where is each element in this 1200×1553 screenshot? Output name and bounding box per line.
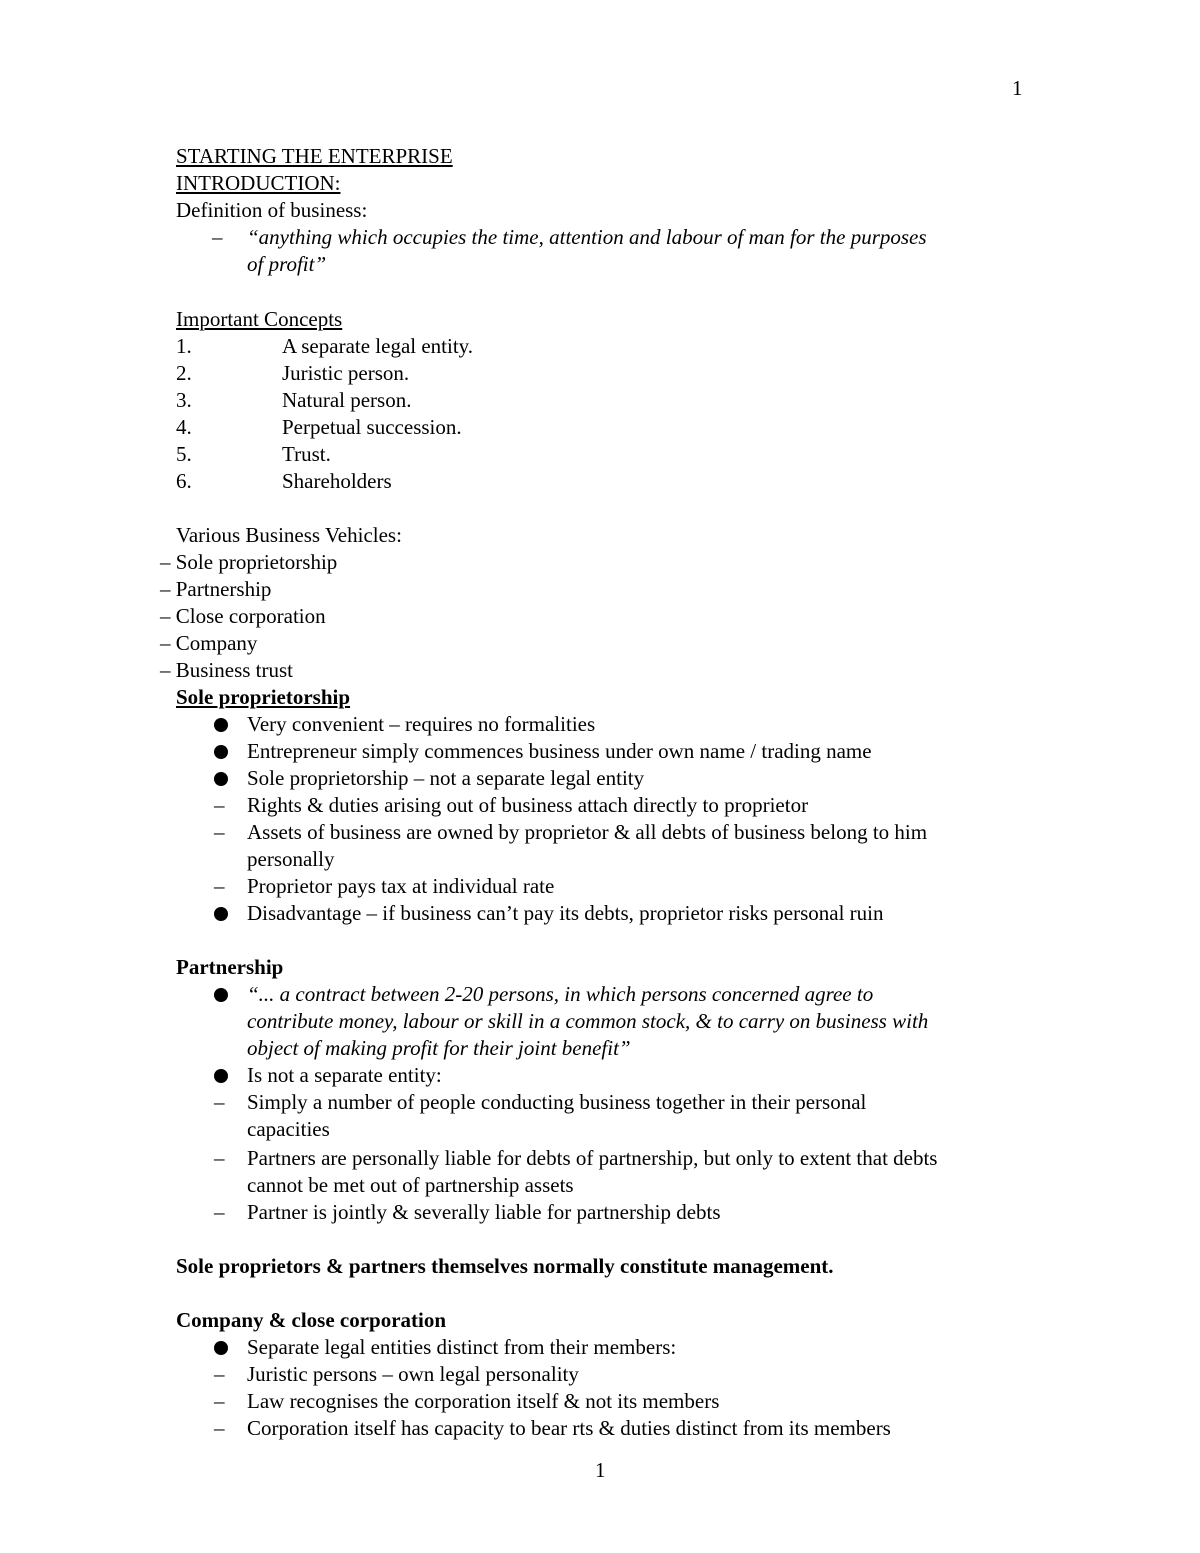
vehicle-item: – Company bbox=[160, 631, 258, 655]
dash-marker: – bbox=[214, 1362, 225, 1386]
dash-item-text-cont: personally bbox=[247, 847, 335, 871]
list-number: 6. bbox=[176, 469, 192, 493]
company-heading: Company & close corporation bbox=[176, 1308, 447, 1332]
dash-marker: – bbox=[214, 1146, 225, 1170]
dash-item-text-cont: cannot be met out of partnership assets bbox=[247, 1173, 574, 1197]
bullet-icon bbox=[214, 718, 228, 732]
dash-marker: – bbox=[214, 793, 225, 817]
vehicle-item: – Partnership bbox=[160, 577, 272, 601]
bullet-text: Disadvantage – if business can’t pay its debts, proprietor risks personal ruin bbox=[247, 901, 884, 925]
bullet-text: Separate legal entities distinct from their members: bbox=[247, 1335, 677, 1359]
bullet-icon bbox=[214, 1069, 228, 1083]
intro-heading: INTRODUCTION: bbox=[176, 171, 341, 195]
bullet-icon bbox=[214, 907, 228, 921]
dash-marker: – bbox=[214, 820, 225, 844]
dash-marker: – bbox=[214, 1090, 225, 1114]
dash-item-text: Partner is jointly & severally liable for partnership debts bbox=[247, 1200, 721, 1224]
sole-heading: Sole proprietorship bbox=[176, 685, 351, 709]
bullet-icon bbox=[214, 745, 228, 759]
list-text: A separate legal entity. bbox=[282, 334, 474, 358]
list-text: Perpetual succession. bbox=[282, 415, 462, 439]
bullet-text: Very convenient – requires no formalities bbox=[247, 712, 596, 736]
definition-label: Definition of business: bbox=[176, 198, 368, 222]
concepts-heading: Important Concepts bbox=[176, 307, 343, 331]
bullet-icon bbox=[214, 772, 228, 786]
vehicles-heading: Various Business Vehicles: bbox=[176, 523, 402, 547]
document-title: STARTING THE ENTERPRISE bbox=[176, 144, 453, 168]
management-note: Sole proprietors & partners themselves normally constitute management. bbox=[176, 1254, 834, 1278]
dash-item-text: Partners are personally liable for debts of partnership, but only to extent that debts bbox=[247, 1146, 938, 1170]
bullet-icon bbox=[214, 988, 228, 1002]
partnership-quote: “... a contract between 2-20 persons, in which persons concerned agree to bbox=[247, 982, 874, 1006]
header-page-number: 1 bbox=[1012, 76, 1023, 100]
bullet-text: Sole proprietorship – not a separate legal entity bbox=[247, 766, 645, 790]
list-text: Trust. bbox=[282, 442, 331, 466]
dash-marker: – bbox=[214, 1389, 225, 1413]
definition-quote-cont: of profit” bbox=[247, 252, 327, 276]
dash-item-text: Juristic persons – own legal personality bbox=[247, 1362, 579, 1386]
dash-item-text: Simply a number of people conducting business together in their personal bbox=[247, 1090, 867, 1114]
definition-quote: “anything which occupies the time, attention and labour of man for the purposes bbox=[247, 225, 927, 249]
list-text: Shareholders bbox=[282, 469, 392, 493]
dash-item-text-cont: capacities bbox=[247, 1117, 330, 1141]
bullet-icon bbox=[214, 1341, 228, 1355]
dash-item-text: Corporation itself has capacity to bear rts & duties distinct from its members bbox=[247, 1416, 891, 1440]
partnership-heading: Partnership bbox=[176, 955, 284, 979]
dash-item-text: Rights & duties arising out of business attach directly to proprietor bbox=[247, 793, 809, 817]
partnership-quote-cont: object of making profit for their joint benefit” bbox=[247, 1036, 631, 1060]
list-number: 4. bbox=[176, 415, 192, 439]
dash-item-text: Law recognises the corporation itself & not its members bbox=[247, 1389, 720, 1413]
list-number: 5. bbox=[176, 442, 192, 466]
dash-item-text: Proprietor pays tax at individual rate bbox=[247, 874, 555, 898]
vehicle-item: – Close corporation bbox=[160, 604, 326, 628]
list-text: Juristic person. bbox=[282, 361, 410, 385]
dash-marker: – bbox=[214, 1200, 225, 1224]
list-number: 3. bbox=[176, 388, 192, 412]
vehicle-item: – Business trust bbox=[160, 658, 294, 682]
bullet-text: Entrepreneur simply commences business under own name / trading name bbox=[247, 739, 872, 763]
dash-marker: – bbox=[212, 225, 223, 249]
list-number: 1. bbox=[176, 334, 192, 358]
dash-marker: – bbox=[214, 1416, 225, 1440]
list-text: Natural person. bbox=[282, 388, 412, 412]
list-number: 2. bbox=[176, 361, 192, 385]
footer-page-number: 1 bbox=[595, 1458, 606, 1482]
vehicle-item: – Sole proprietorship bbox=[160, 550, 338, 574]
dash-marker: – bbox=[214, 874, 225, 898]
bullet-text: Is not a separate entity: bbox=[247, 1063, 442, 1087]
partnership-quote-cont: contribute money, labour or skill in a common stock, & to carry on business with bbox=[247, 1009, 929, 1033]
dash-item-text: Assets of business are owned by proprietor & all debts of business belong to him bbox=[247, 820, 928, 844]
